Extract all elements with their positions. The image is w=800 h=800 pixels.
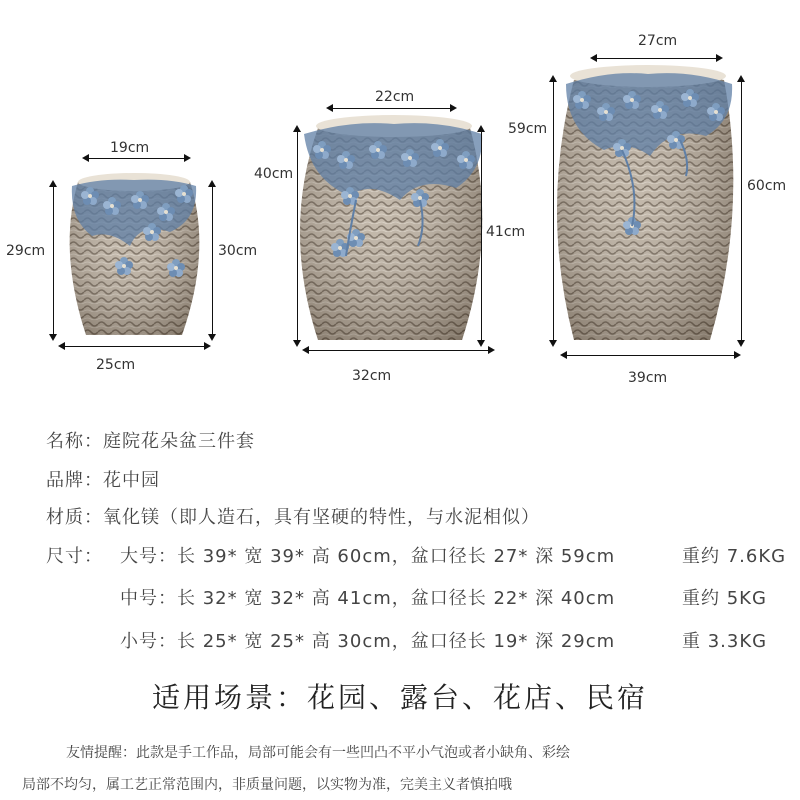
small-pot-image [70, 173, 200, 335]
large-bottom-width-label: 39cm [628, 370, 668, 386]
product-brand: 品牌：花中园 [46, 470, 160, 491]
small-top-width-label: 19cm [110, 140, 150, 156]
medium-right-height-label: 41cm [486, 224, 526, 240]
medium-left-height-label: 40cm [254, 166, 294, 182]
large-pot-image [557, 65, 733, 340]
medium-bottom-width-label: 32cm [352, 368, 392, 384]
notice-line-2: 局部不均匀，属工艺正常范围内，非质量问题，以实物为准，完美主义者慎拍哦 [22, 777, 512, 793]
size-label: 尺寸： [46, 546, 103, 567]
product-name: 名称：庭院花朵盆三件套 [46, 431, 255, 452]
large-top-width-label: 27cm [638, 33, 678, 49]
large-right-height-label: 60cm [747, 178, 787, 194]
size-large: 大号：长 39* 宽 39* 高 60cm，盆口径长 27* 深 59cm [120, 546, 616, 567]
size-small: 小号：长 25* 宽 25* 高 30cm，盆口径长 19* 深 29cm [120, 631, 616, 652]
medium-top-width-label: 22cm [375, 89, 415, 105]
weight-small: 重 3.3KG [682, 631, 768, 652]
weight-medium: 重约 5KG [682, 588, 767, 609]
size-medium: 中号：长 32* 宽 32* 高 41cm，盆口径长 22* 深 40cm [120, 588, 616, 609]
medium-pot-image [300, 115, 482, 340]
weight-large: 重约 7.6KG [682, 546, 787, 567]
notice-line-1: 友情提醒：此款是手工作品，局部可能会有一些凹凸不平小气泡或者小缺角、彩绘 [66, 745, 570, 761]
usage-scenarios: 适用场景：花园、露台、花店、民宿 [151, 681, 648, 714]
product-material: 材质：氧化镁（即人造石，具有坚硬的特性，与水泥相似） [46, 507, 540, 528]
small-left-height-label: 29cm [6, 243, 46, 259]
small-right-height-label: 30cm [218, 243, 258, 259]
small-bottom-width-label: 25cm [96, 357, 136, 373]
large-left-height-label: 59cm [508, 121, 548, 137]
